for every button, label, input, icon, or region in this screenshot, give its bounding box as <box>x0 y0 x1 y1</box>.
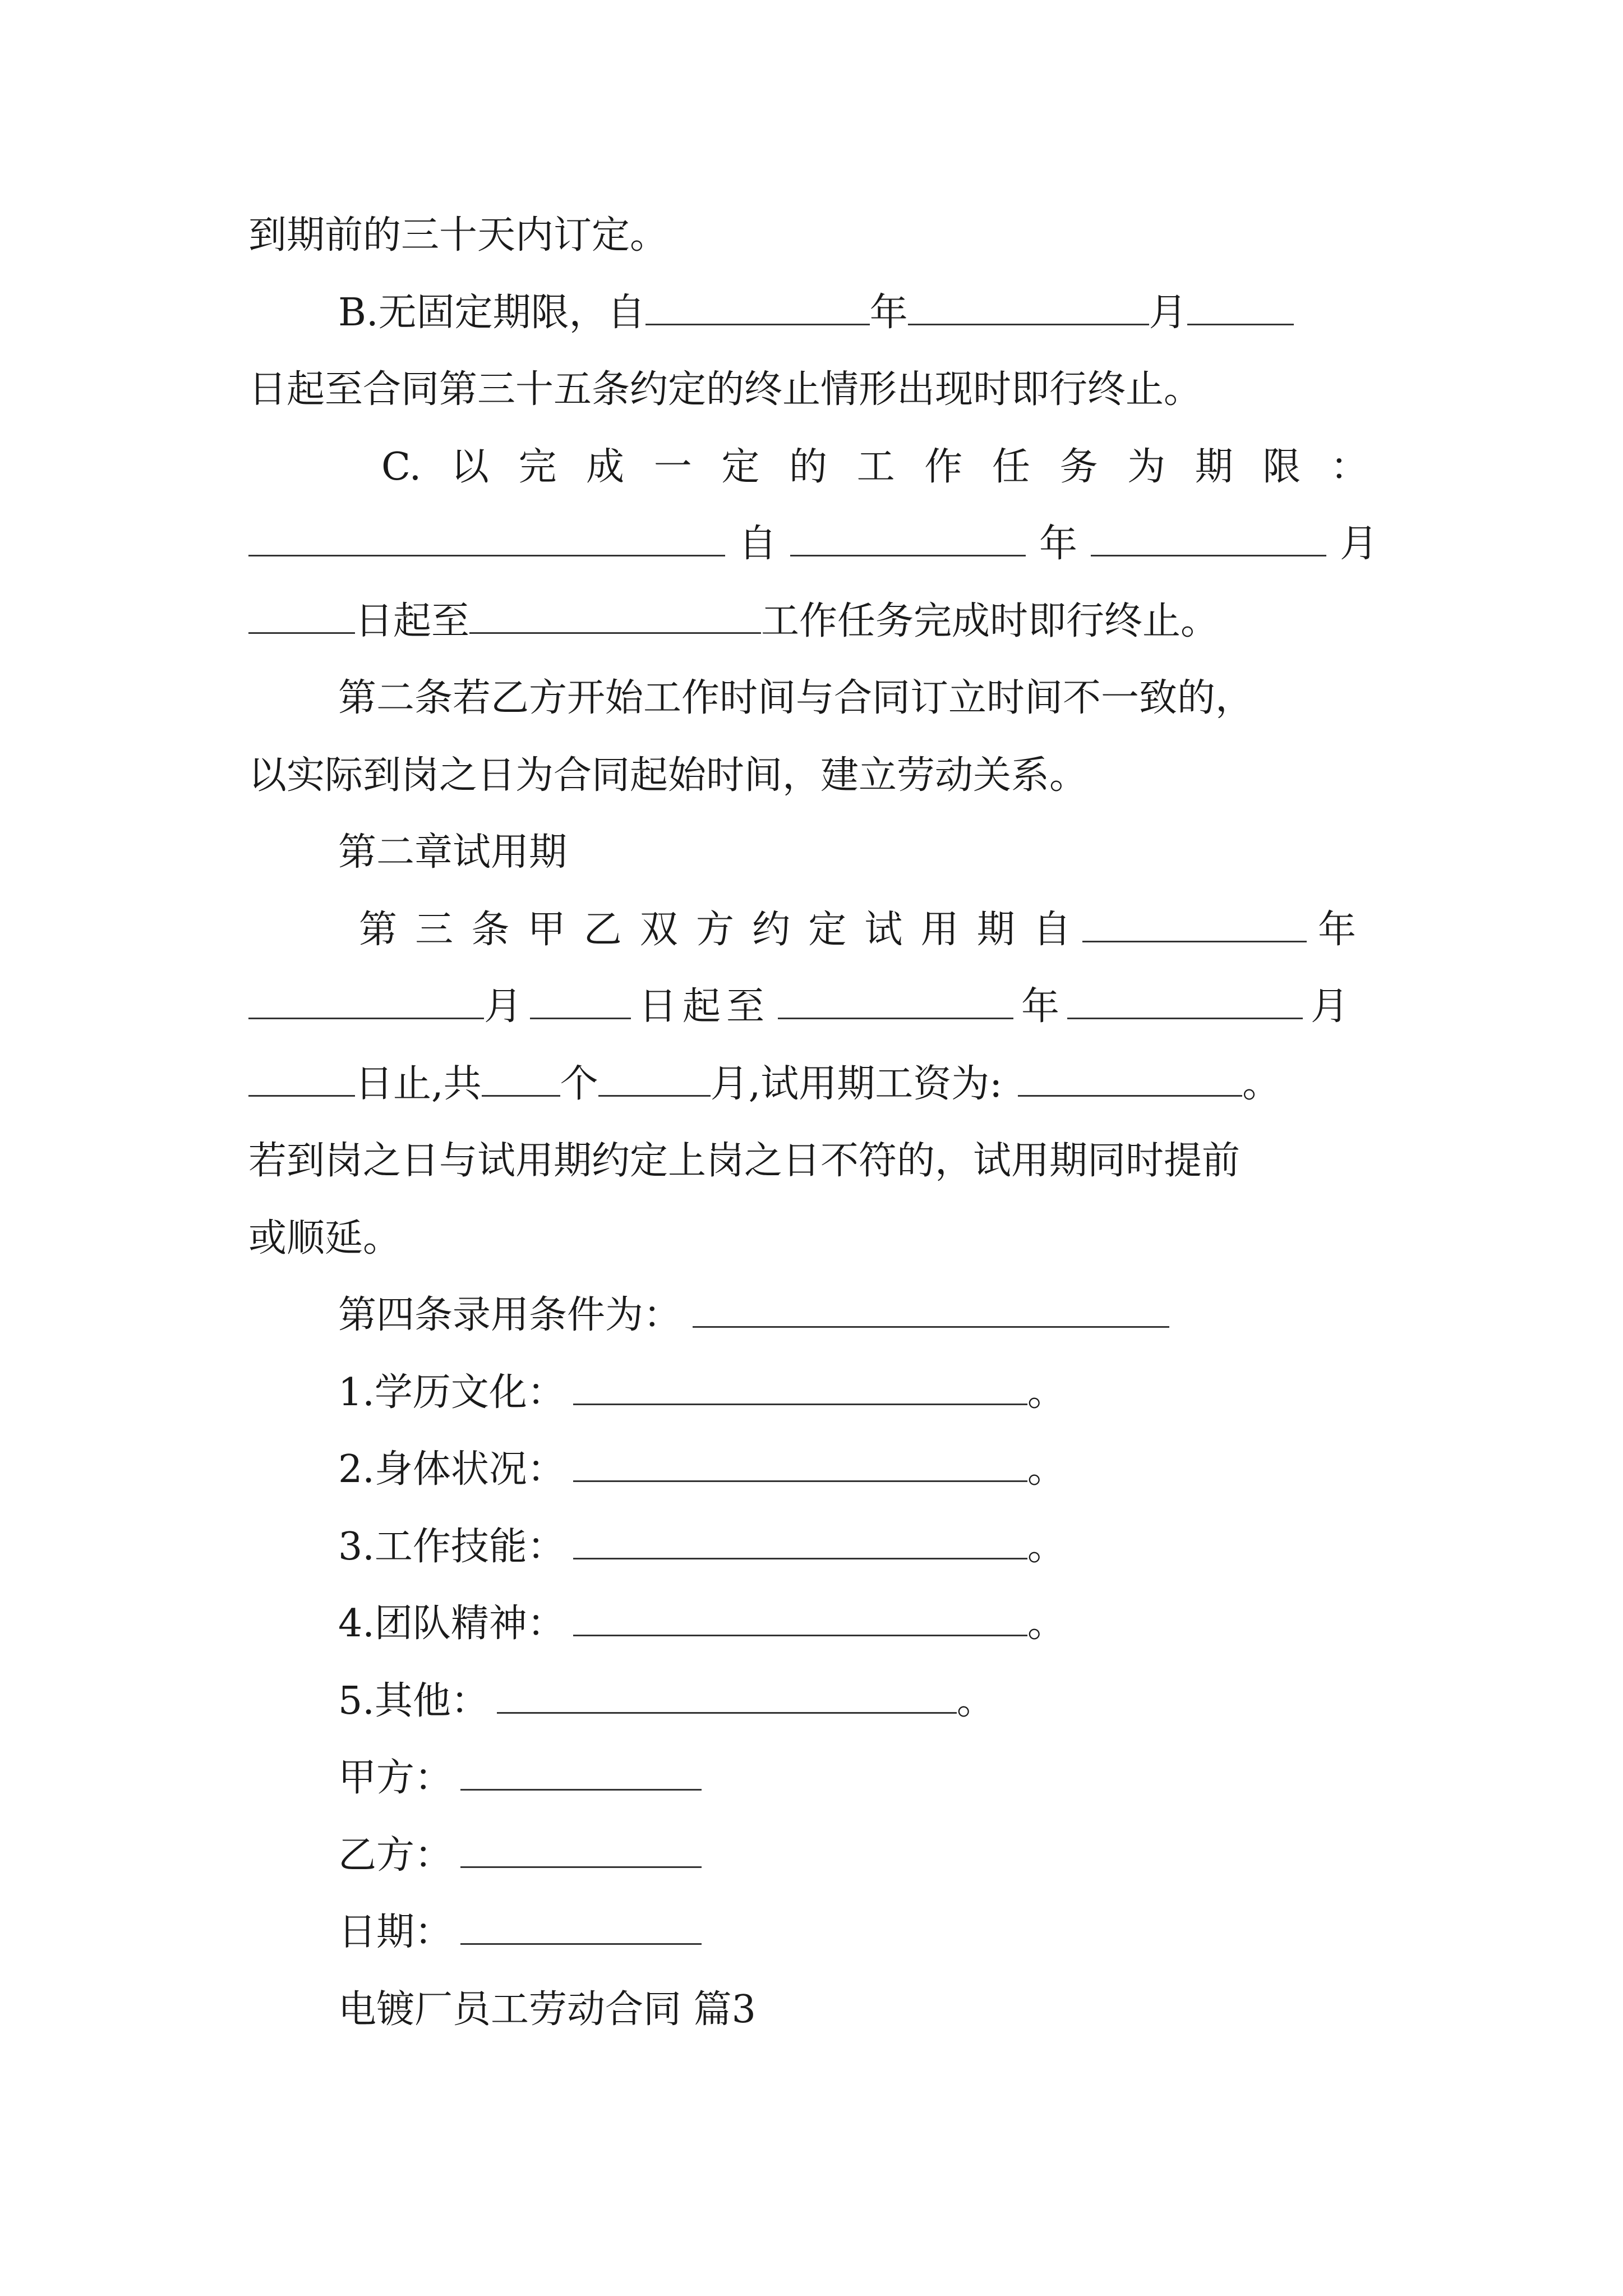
party-a-line: 甲方： <box>338 1750 1381 1806</box>
date-blank[interactable] <box>460 1908 702 1945</box>
justified-char: 自 <box>1032 908 1071 952</box>
party-a-signature[interactable] <box>460 1754 702 1791</box>
blank-month[interactable] <box>908 289 1149 325</box>
text-line: 日起至合同第三十五条约定的终止情形出现时即行终止。 <box>248 367 1202 412</box>
justified-char: 期 <box>976 908 1015 952</box>
justified-char: 限 <box>1262 445 1301 489</box>
text-line: 到期前的三十天内订定。 <box>248 213 668 257</box>
clause-c-end: 日起至 工作任务完成时即行终止。 <box>248 593 1381 650</box>
justified-char: 为 <box>1127 445 1166 489</box>
justified-char: ： <box>1330 445 1368 489</box>
date-line: 日期： <box>338 1904 1381 1961</box>
condition-skills: 3.工作技能： 。 <box>338 1519 1381 1575</box>
chapter-heading: 第二章试用期 <box>338 830 568 875</box>
article-3-line5: 或顺延。 <box>248 1216 402 1260</box>
blank-month[interactable] <box>248 983 484 1019</box>
blank-teamwork[interactable] <box>573 1600 1027 1636</box>
blank-wage[interactable] <box>1018 1060 1242 1097</box>
justified-char: 任 <box>992 445 1030 489</box>
article-3-line2: 月 日起至 年 月 <box>248 979 1381 1035</box>
article-2-line2: 以实际到岗之日为合同起始时间，建立劳动关系。 <box>248 753 1088 798</box>
justified-char: 成 <box>586 445 625 489</box>
article-3-line4: 若到岗之日与试用期约定上岗之日不符的，试用期同时提前 <box>248 1139 1241 1183</box>
justified-char: 乙 <box>583 908 622 952</box>
section-title: 电镀厂员工劳动合同 篇3 <box>338 1987 756 2032</box>
clause-c-title <box>381 439 1368 495</box>
blank-year[interactable] <box>778 983 1013 1019</box>
justified-char: 第 <box>359 908 398 952</box>
condition-health: 2.身体状况： 。 <box>338 1442 1381 1498</box>
blank-month[interactable] <box>1091 520 1326 556</box>
blank-health[interactable] <box>573 1446 1027 1482</box>
condition-teamwork: 4.团队精神： 。 <box>338 1596 1381 1652</box>
justified-char: 三 <box>415 908 454 952</box>
justified-char: 以 <box>450 445 489 489</box>
justified-char: 完 <box>518 445 557 489</box>
justified-char: 约 <box>752 908 791 952</box>
blank-education[interactable] <box>573 1369 1027 1405</box>
justified-char: 双 <box>639 908 678 952</box>
blank-year[interactable] <box>790 520 1026 556</box>
blank-skills[interactable] <box>573 1523 1027 1559</box>
clause-c-dates: 自 年 月 <box>248 516 1381 572</box>
blank-year[interactable] <box>645 289 870 325</box>
justified-char: C. <box>381 445 422 489</box>
blank-task[interactable] <box>248 520 725 556</box>
justified-char: 工 <box>856 445 895 489</box>
justified-char: 定 <box>721 445 760 489</box>
blank-end-date[interactable] <box>469 597 761 634</box>
justified-char: 期 <box>1195 445 1233 489</box>
article-2-line1: 第二条若乙方开始工作时间与合同订立时间不一致的， <box>338 676 1254 720</box>
justified-char: 一 <box>653 445 692 489</box>
justified-char: 的 <box>789 445 827 489</box>
clause-b-line: B.无固定期限，自 年 月 <box>338 285 1381 341</box>
justified-char: 试 <box>864 908 903 952</box>
blank-year[interactable] <box>1082 906 1307 942</box>
condition-other: 5.其他： 。 <box>338 1673 1381 1729</box>
article-3-line1: 第 三 条 甲 乙 双 方 约 定 试 用 期 自 年 <box>359 902 1381 958</box>
party-b-signature[interactable] <box>460 1832 702 1868</box>
justified-char: 方 <box>695 908 734 952</box>
article-4: 第四条录用条件为： <box>338 1287 1381 1343</box>
condition-education: 1.学历文化： 。 <box>338 1365 1381 1421</box>
blank-months[interactable] <box>598 1060 711 1097</box>
justified-char: 用 <box>920 908 959 952</box>
blank-other[interactable] <box>497 1677 957 1714</box>
blank-day[interactable] <box>248 1060 355 1097</box>
blank-month[interactable] <box>1067 983 1303 1019</box>
justified-char: 务 <box>1059 445 1098 489</box>
justified-char: 作 <box>924 445 963 489</box>
justified-char: 条 <box>471 908 510 952</box>
blank-day[interactable] <box>1187 289 1294 325</box>
party-b-line: 乙方： <box>338 1828 1381 1884</box>
justified-char: 甲 <box>527 908 566 952</box>
blank-day[interactable] <box>530 983 631 1019</box>
blank-count[interactable] <box>482 1060 560 1097</box>
blank-day[interactable] <box>248 597 355 634</box>
article-3-line3: 日止,共 个 月,试用期工资为: 。 <box>248 1056 1381 1112</box>
justified-char: 定 <box>808 908 847 952</box>
blank-conditions[interactable] <box>693 1291 1169 1328</box>
